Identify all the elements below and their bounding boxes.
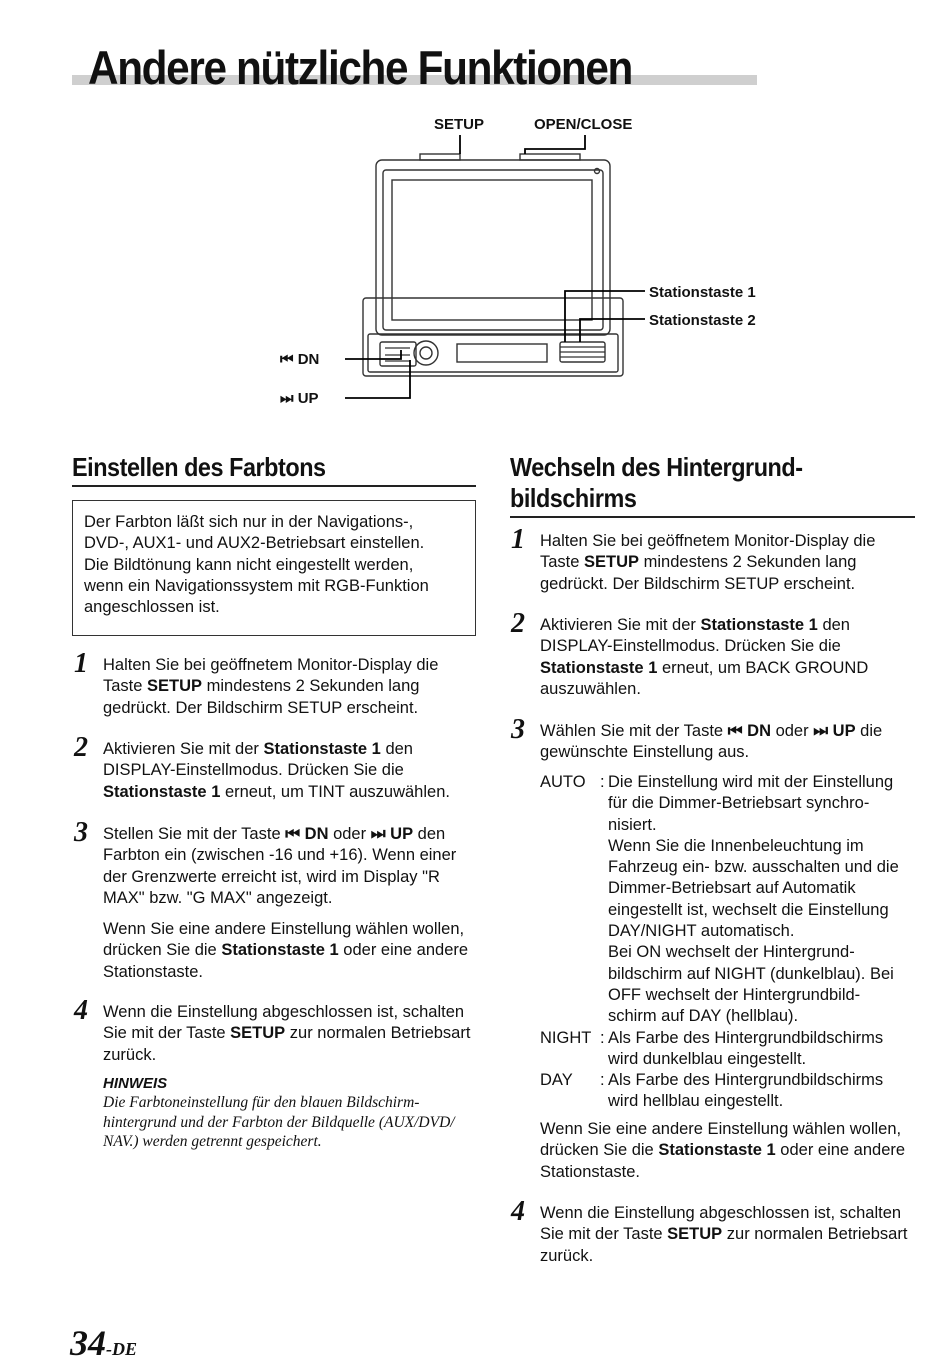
note-text: Der Farbton läßt sich nur in der Navigations-, DVD-, AUX1- und AUX2-Betriebsart einstellen. Die Bildtönung kann nicht eingestellt werden, wenn ein Navigationssystem mit RGB-Funktion angeschlossen ist.	[84, 513, 429, 617]
skip-forward-icon: ⏭	[813, 722, 829, 740]
definition-night: NIGHT : Als Farbe des Hintergrundbildschirms wird dunkelblau eingestellt.	[540, 1028, 884, 1068]
right-step3-extra: Wenn Sie eine andere Einstellung wählen wollen, drücken Sie die Stationstaste 1 oder eine andere Stationstaste.	[540, 1120, 906, 1181]
left-step3-extra: Wenn Sie eine andere Einstellung wählen wollen, drücken Sie die Stationstaste 1 oder eine andere Stationstaste.	[103, 920, 469, 981]
monitor-screen	[392, 180, 592, 320]
hinweis-text: Die Farbtoneinstellung für den blauen Bildschirm- hintergrund und der Farbton der Bildquelle (AUX/DVD/ NAV.) werden getrennt gespeichert.	[103, 1094, 455, 1150]
left-step1-number: 1	[74, 648, 88, 679]
label-stationstaste-2: Stationstaste 2	[649, 312, 756, 329]
skip-back-icon: ⏮	[280, 351, 294, 368]
rotary-knob	[414, 341, 438, 365]
left-step4-text: Wenn die Einstellung abgeschlossen ist, schalten Sie mit der Taste SETUP zur normalen Betriebsart zurück.	[103, 1003, 471, 1064]
definition-auto: AUTO : Die Einstellung wird mit der Einstellung für die Dimmer-Betriebsart synchro- nisiert. Wenn Sie die Innenbeleuchtung im Fahrzeug ein- bzw. ausschalten und die Dimmer-Betriebsart auf Automatik eingestellt ist, wechselt die Einstellung DAY/NIGHT automatisch. Bei ON wechselt der Hintergrund- bildschirm auf NIGHT (dunkelblau). Bei OFF wechselt der Hintergrundbild- schirm auf DAY (hellblau).	[540, 773, 899, 1026]
label-setup: SETUP	[434, 116, 485, 133]
open-close-button	[520, 154, 580, 160]
skip-back-icon: ⏮	[285, 825, 301, 843]
page-number: 34-DE	[70, 1323, 137, 1363]
right-step1-text: Halten Sie bei geöffnetem Monitor-Display die Taste SETUP mindestens 2 Sekunden lang gedrückt. Der Bildschirm SETUP erscheint.	[540, 532, 876, 593]
definition-list	[540, 772, 920, 1113]
left-step3-number: 3	[74, 817, 88, 848]
skip-back-icon: ⏮	[727, 722, 743, 740]
right-step2-number: 2	[511, 608, 525, 639]
page-title: Andere nützliche Funktionen	[88, 41, 633, 94]
right-step4-text: Wenn die Einstellung abgeschlossen ist, schalten Sie mit der Taste SETUP zur normalen Betriebsart zurück.	[540, 1204, 908, 1265]
left-step2-text: Aktivieren Sie mit der Stationstaste 1 den DISPLAY-Einstellmodus. Drücken Sie die Stationstaste 1 erneut, um TINT auszuwählen.	[103, 740, 450, 801]
left-step2-number: 2	[74, 732, 88, 763]
right-step4-number: 4	[511, 1196, 525, 1227]
left-step3-text: Stellen Sie mit der Taste ⏮ DN oder ⏭ UP den Farbton ein (zwischen -16 und +16). Wenn einer der Grenzwerte erreicht ist, wird im Display "R MAX" bzw. "G MAX" angezeigt.	[103, 825, 457, 907]
right-step3-number: 3	[511, 714, 525, 745]
label-dn: ⏮ DN	[280, 351, 320, 368]
label-open-close: OPEN/CLOSE	[534, 116, 633, 133]
left-step4-number: 4	[74, 995, 88, 1026]
label-stationstaste-1: Stationstaste 1	[649, 284, 756, 301]
setup-button	[420, 154, 460, 160]
skip-forward-icon: ⏭	[280, 390, 294, 407]
head-unit	[363, 298, 623, 376]
right-step2-text: Aktivieren Sie mit der Stationstaste 1 den DISPLAY-Einstellmodus. Drücken Sie die Stationstaste 1 erneut, um BACK GROUND auszuwählen.	[540, 616, 869, 698]
left-step1-text: Halten Sie bei geöffnetem Monitor-Display die Taste SETUP mindestens 2 Sekunden lang gedrückt. Der Bildschirm SETUP erscheint.	[103, 656, 439, 717]
label-up: ⏭ UP	[280, 390, 319, 407]
monitor-bezel	[383, 170, 603, 330]
right-step1-number: 1	[511, 524, 525, 555]
definition-day: DAY : Als Farbe des Hintergrundbildschirms wird hellblau eingestellt.	[540, 1071, 884, 1111]
right-step3-text: Wählen Sie mit der Taste ⏮ DN oder ⏭ UP die gewünschte Einstellung aus.	[540, 722, 883, 762]
right-heading: Wechseln des Hintergrund- bildschirms	[510, 452, 803, 513]
skip-forward-icon: ⏭	[370, 825, 386, 843]
head-unit-display	[457, 344, 547, 362]
right-heading-rule	[510, 516, 915, 518]
device-diagram	[270, 110, 770, 410]
left-heading: Einstellen des Farbtons	[72, 452, 326, 482]
left-heading-rule	[72, 485, 476, 487]
hinweis-title: HINWEIS	[103, 1075, 168, 1092]
monitor-housing	[376, 160, 610, 335]
